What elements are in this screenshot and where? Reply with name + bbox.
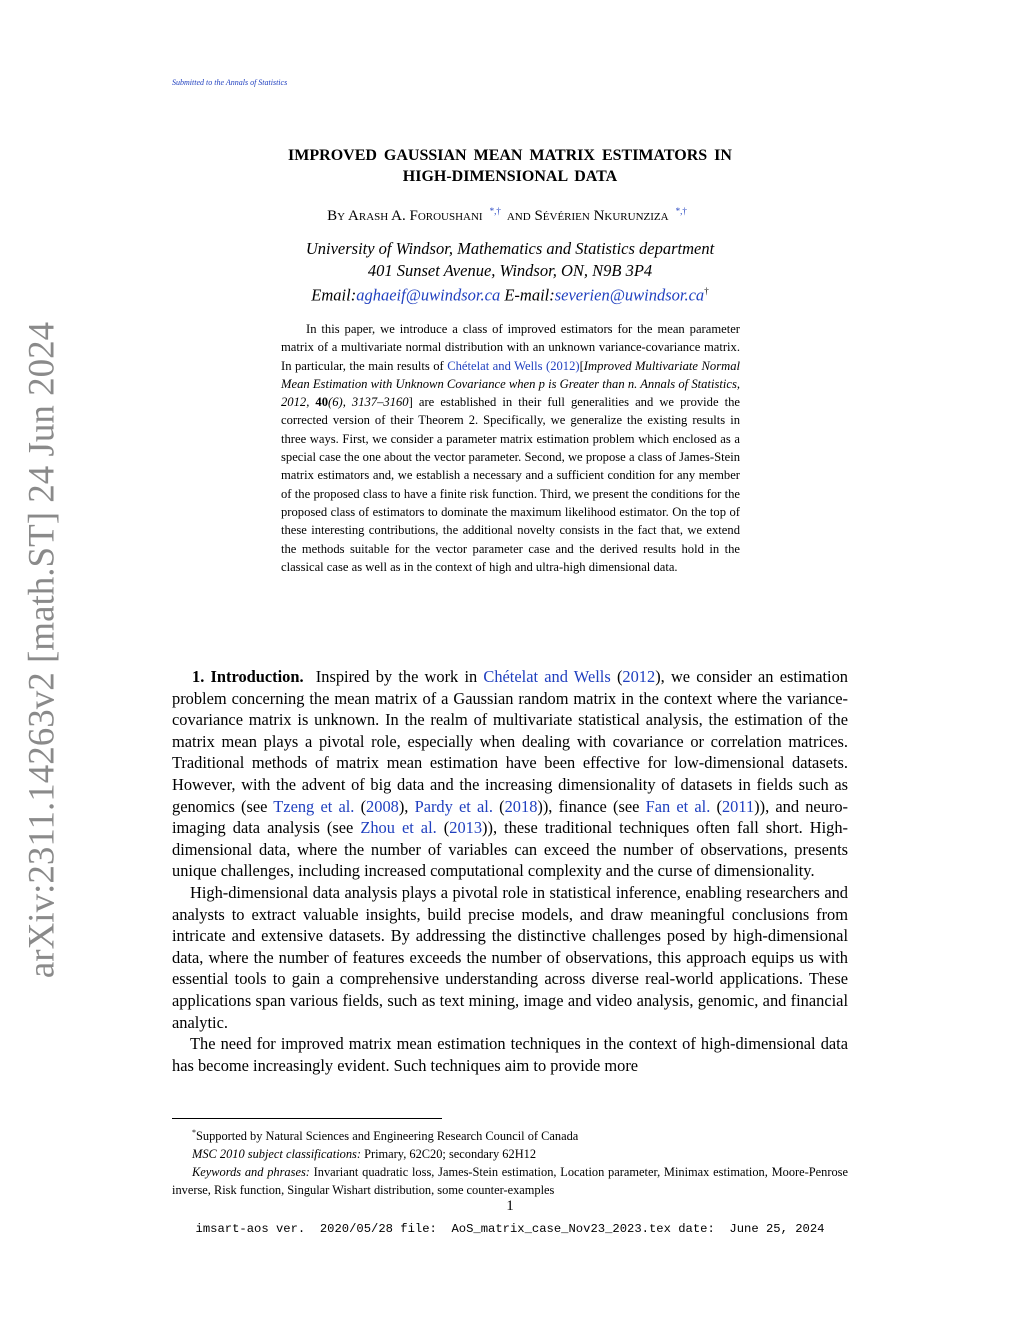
page-number: 1 bbox=[506, 1198, 514, 1214]
abstract-part-1: In this paper, we introduce a class of improved estimators for the mean parameter matrix of a multivariate normal distribution with an unknown variance-covariance matrix. In particular, the main results of bbox=[281, 322, 740, 373]
text-run: )), these traditional techniques often fall short. High-dimensional data, where the number of variables can exceed the number of observations, presents unique challenges, including increased computational complexity and the curse of dimensionality. bbox=[172, 818, 849, 881]
author-1: Arash A. Foroushani bbox=[348, 208, 483, 224]
footnote-rule bbox=[172, 1118, 442, 1119]
citation-chetelat-wells[interactable]: Chételat and Wells bbox=[483, 667, 611, 686]
text-run: Invariant quadratic loss, James-Stein estimation, Location parameter, Minimax estimation, Moore-Penrose inverse, Risk function, Singular Wishart distribution, some counter-examples bbox=[172, 1165, 848, 1198]
section-introduction bbox=[172, 666, 848, 1076]
citation-fan-year[interactable]: 2011 bbox=[721, 796, 755, 816]
author-line bbox=[172, 206, 848, 225]
abstract-part-2: ] are established in their full generalities and we provide the corrected version of their Theorem 2. Specifically, we generalize the existing results in three ways. First, we consider a parameter matrix estimation problem which enclosed as a special case the one about the vector parameter. Second, we propose a class of James-Stein matrix estimators and, we establish a necessary and a sufficient condition for any member of the proposed class to have a finite risk function. Third, we present the conditions for the proposed class of estimators to dominate the maximum likelihood estimator. On the top of these interesting contributions, the additional novelty consists in the fact that, we extend the methods suitable for the vector parameter case and the derived results hold in the classical case as well as in the context of high and ultra-high dimensional data. bbox=[281, 395, 741, 574]
intro-paragraph-1: 1. Introduction. Inspired by the work in Chételat and Wells (2012), we consider an estimation problem concerning the mean matrix of a Gaussian random matrix in the context where the variance-covariance matrix is unknown. In the realm of multivariate statistical analysis, the estimation of the matrix mean plays a pivotal role, especially when dealing with covariance or correlation matrices. Traditional methods of matrix mean estimation have been effective for low-dimensional datasets. However, with the advent of big data and the increasing dimensionality of datasets in fields such as genomics (see Tzeng et al. (2008), Pardy et al. (2018)), finance (see Fan et al. (2011)), and neuro-imaging data analysis (see Zhou et al. (2013)), these traditional techniques often fall short. High-dimensional data, where the number of variables can exceed the number of observations, presents unique challenges, including increased computational complexity and the curse of dimensionality. bbox=[172, 667, 849, 881]
citation-pardy[interactable]: Pardy et al. bbox=[414, 796, 493, 816]
abstract-bracket: [ bbox=[579, 358, 584, 373]
and-label: and bbox=[506, 208, 531, 224]
author-2: Sévérien Nkurunziza bbox=[534, 208, 669, 224]
abstract bbox=[281, 320, 740, 576]
text-run: ), bbox=[398, 796, 415, 816]
author-2-marks[interactable]: *,† bbox=[675, 206, 687, 216]
citation-zhou[interactable]: Zhou et al. bbox=[360, 818, 437, 838]
text-run: )), finance (see bbox=[537, 796, 646, 816]
affiliation-block bbox=[172, 238, 848, 306]
intro-paragraph-3: The need for improved matrix mean estimation techniques in the context of high-dimensional data has become increasingly evident. Such techniques aim to provide more bbox=[172, 1034, 848, 1075]
abstract-reference-title: Improved Multivariate Normal Mean Estimation with Unknown Covariance when p is Greater than n. Annals of Statistics, 2012, bbox=[281, 358, 740, 410]
abstract-paragraph bbox=[281, 320, 740, 576]
text-run: )), and neuro-imaging data analysis (see bbox=[172, 796, 849, 838]
email-label-2: E-mail: bbox=[500, 285, 555, 305]
text-run: ), we consider an estimation problem concerning the mean matrix of a Gaussian random matrix in the context where the variance-covariance matrix is unknown. In the realm of multivariate statistical analysis, the estimation of the matrix mean plays a pivotal role, especially when dealing with covariance or correlation matrices. Traditional methods of matrix mean estimation have been effective for low-dimensional datasets. However, with the advent of big data and the increasing dimensionality of datasets in fields such as genomics (see bbox=[172, 667, 848, 816]
footnote-funding bbox=[172, 1124, 848, 1145]
footnote-keywords bbox=[172, 1163, 848, 1199]
citation-pardy-year[interactable]: 2018 bbox=[504, 796, 538, 816]
title-line-2: HIGH-DIMENSIONAL DATA bbox=[402, 168, 618, 185]
email-link-2[interactable]: severien@uwindsor.ca bbox=[554, 285, 705, 305]
text-run: Supported by Natural Sciences and Engineering Research Council of Canada bbox=[196, 1129, 579, 1144]
text-run: Primary, 62C20; secondary 62H12 bbox=[360, 1147, 537, 1162]
paper-title bbox=[172, 145, 848, 187]
text-run: Inspired by the work in bbox=[315, 667, 484, 686]
citation-tzeng-year[interactable]: 2008 bbox=[366, 796, 399, 816]
abstract-citation-chetelat-wells[interactable]: Chételat and Wells bbox=[447, 358, 543, 373]
abstract-reference-pages: (6), 3137–3160 bbox=[328, 395, 409, 410]
title-line-1: IMPROVED GAUSSIAN MEAN MATRIX ESTIMATORS IN bbox=[288, 147, 732, 164]
email-label-1: Email: bbox=[311, 285, 357, 305]
email-dagger: † bbox=[704, 286, 709, 296]
abstract-reference-volume: 40 bbox=[315, 395, 329, 410]
msc-label: MSC 2010 subject classifications: bbox=[192, 1147, 361, 1162]
section-number: 1. bbox=[192, 667, 205, 686]
section-title: Introduction. bbox=[210, 667, 304, 686]
email-line bbox=[172, 281, 848, 306]
citation-chetelat-wells-year[interactable]: 2012 bbox=[622, 667, 656, 686]
abstract-citation-year[interactable]: (2012) bbox=[546, 358, 580, 373]
affiliation-line-1: University of Windsor, Mathematics and Statistics department bbox=[305, 239, 715, 258]
footnote-mark: * bbox=[192, 1128, 196, 1137]
by-label: By bbox=[327, 208, 346, 224]
intro-paragraph-2: High-dimensional data analysis plays a pivotal role in statistical inference, enabling researchers and analysts to extract valuable insights, build precise models, and draw meaningful conclusions from intricate and extensive datasets. By addressing the distinctive challenges posed by high-dimensional data, where the number of features exceeds the number of observations, this approach equips us with essential tools to gain a comprehensive understanding across diverse real-world applications. These applications span various fields, such as text mining, image and video analysis, genomic, and financial analytic. bbox=[172, 882, 848, 1032]
email-link-1[interactable]: aghaeif@uwindsor.ca bbox=[356, 285, 501, 305]
keywords-label: Keywords and phrases: bbox=[192, 1165, 310, 1180]
citation-zhou-year[interactable]: 2013 bbox=[449, 818, 483, 838]
journal-header-note: Submitted to the Annals of Statistics bbox=[172, 78, 288, 87]
citation-tzeng[interactable]: Tzeng et al. bbox=[273, 796, 355, 816]
arxiv-stamp: arXiv:2311.14263v2 [math.ST] 24 Jun 2024 bbox=[21, 321, 63, 979]
affiliation-line-2: 401 Sunset Avenue, Windsor, ON, N9B 3P4 bbox=[367, 260, 653, 280]
author-1-marks[interactable]: *,† bbox=[489, 206, 501, 216]
footnotes bbox=[172, 1124, 848, 1199]
footnote-msc bbox=[172, 1145, 848, 1163]
citation-fan[interactable]: Fan et al. bbox=[645, 796, 711, 816]
imsart-footer: imsart-aos ver. 2020/05/28 file: AoS_matrix_case_Nov23_2023.tex date: June 25, 2024 bbox=[195, 1222, 825, 1236]
